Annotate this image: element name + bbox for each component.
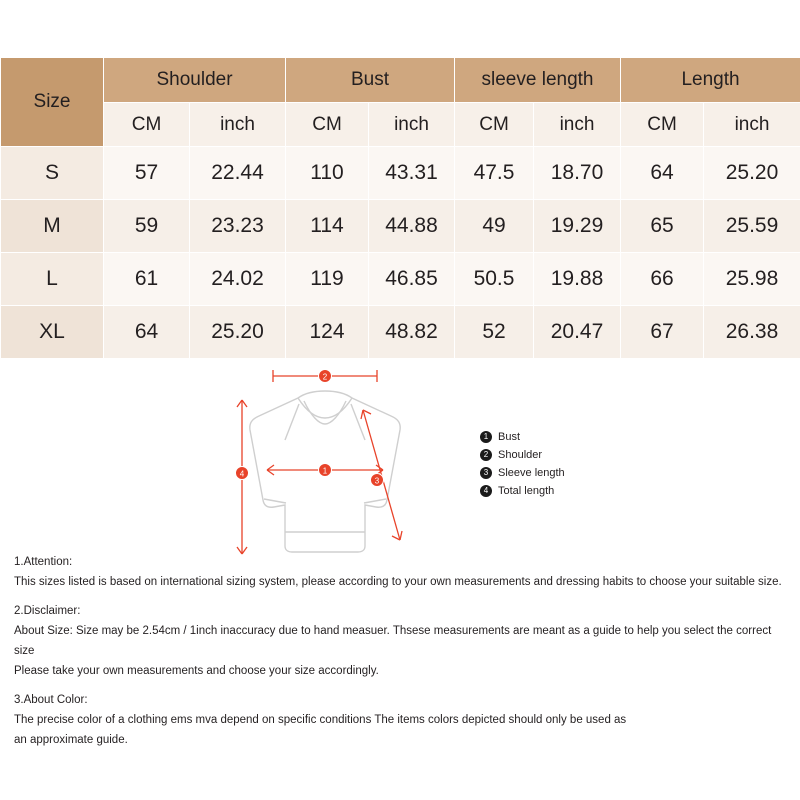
cell-length-cm: 67 <box>621 306 704 359</box>
legend-number-icon: 3 <box>480 467 492 479</box>
row-size-label: L <box>1 253 104 306</box>
legend-label-total-length: Total length <box>498 485 555 497</box>
marker-total-length-label: 4 <box>239 469 245 479</box>
header-unit-length-cm: CM <box>621 103 704 147</box>
cell-length-cm: 65 <box>621 200 704 253</box>
row-size-label: S <box>1 147 104 200</box>
marker-total-length <box>236 467 249 480</box>
cell-length-inch: 25.59 <box>704 200 800 253</box>
cell-bust-cm: 119 <box>286 253 369 306</box>
header-group-shoulder: Shoulder <box>104 58 286 103</box>
legend-item-sleeve-length <box>480 464 565 482</box>
header-unit-bust-cm: CM <box>286 103 369 147</box>
marker-sleeve-length <box>371 474 384 487</box>
header-size: Size <box>1 58 104 147</box>
note-color-text-1: The precise color of a clothing ems mva depend on specific conditions The items colors depicted should only be used as <box>14 714 627 726</box>
garment-measurement-diagram <box>195 360 455 570</box>
table-row <box>1 306 800 359</box>
cell-shoulder-inch: 25.20 <box>190 306 286 359</box>
note-disclaimer-text-2: Please take your own measurements and choose your size accordingly. <box>14 665 379 677</box>
sweater-illustration-svg <box>195 360 455 570</box>
note-color-text-2: an approximate guide. <box>14 734 128 746</box>
legend-item-total-length <box>480 482 565 500</box>
marker-shoulder <box>319 370 332 383</box>
legend-label-bust: Bust <box>498 431 521 443</box>
table-row <box>1 253 800 306</box>
header-unit-bust-inch: inch <box>369 103 455 147</box>
table-row <box>1 200 800 253</box>
cell-sleeve-inch: 19.88 <box>534 253 621 306</box>
cell-sleeve-cm: 47.5 <box>455 147 534 200</box>
header-unit-shoulder-inch: inch <box>190 103 286 147</box>
header-group-bust: Bust <box>286 58 455 103</box>
note-disclaimer-title: 2.Disclaimer: <box>14 605 81 617</box>
table-header-unit-row <box>1 103 800 147</box>
size-chart-table-container <box>0 57 800 359</box>
marker-bust <box>319 464 332 477</box>
cell-shoulder-inch: 23.23 <box>190 200 286 253</box>
marker-sleeve-length-label: 3 <box>374 476 380 486</box>
table-row <box>1 147 800 200</box>
note-attention-title: 1.Attention: <box>14 556 73 568</box>
cell-length-inch: 26.38 <box>704 306 800 359</box>
header-group-sleeve-length: sleeve length <box>455 58 621 103</box>
cell-shoulder-inch: 22.44 <box>190 147 286 200</box>
cell-shoulder-inch: 24.02 <box>190 253 286 306</box>
cell-bust-cm: 124 <box>286 306 369 359</box>
size-chart-table <box>0 57 800 359</box>
legend-label-shoulder: Shoulder <box>498 449 543 461</box>
measurement-guides <box>237 370 402 554</box>
cell-shoulder-cm: 59 <box>104 200 190 253</box>
cell-bust-inch: 43.31 <box>369 147 455 200</box>
cell-bust-cm: 114 <box>286 200 369 253</box>
notes-section <box>14 552 794 750</box>
cell-sleeve-cm: 49 <box>455 200 534 253</box>
marker-shoulder-label: 2 <box>322 372 328 382</box>
row-size-label: M <box>1 200 104 253</box>
legend-number-icon: 1 <box>480 431 492 443</box>
cell-sleeve-inch: 19.29 <box>534 200 621 253</box>
header-unit-length-inch: inch <box>704 103 800 147</box>
header-unit-sleeve-cm: CM <box>455 103 534 147</box>
legend-number-icon: 4 <box>480 485 492 497</box>
cell-sleeve-cm: 50.5 <box>455 253 534 306</box>
legend-item-bust <box>480 428 565 446</box>
table-header-group-row <box>1 58 800 103</box>
legend-label-sleeve-length: Sleeve length <box>498 467 565 479</box>
cell-shoulder-cm: 57 <box>104 147 190 200</box>
diagram-legend <box>480 428 565 500</box>
cell-length-inch: 25.20 <box>704 147 800 200</box>
note-attention-text: This sizes listed is based on international sizing system, please according to your own measurements and dressing habits to choose your suitable size. <box>14 576 782 588</box>
cell-sleeve-cm: 52 <box>455 306 534 359</box>
cell-sleeve-inch: 18.70 <box>534 147 621 200</box>
header-unit-shoulder-cm: CM <box>104 103 190 147</box>
cell-bust-cm: 110 <box>286 147 369 200</box>
cell-bust-inch: 44.88 <box>369 200 455 253</box>
cell-length-inch: 25.98 <box>704 253 800 306</box>
legend-number-icon: 2 <box>480 449 492 461</box>
cell-bust-inch: 48.82 <box>369 306 455 359</box>
cell-shoulder-cm: 64 <box>104 306 190 359</box>
cell-length-cm: 66 <box>621 253 704 306</box>
note-color-title: 3.About Color: <box>14 694 88 706</box>
header-unit-sleeve-inch: inch <box>534 103 621 147</box>
cell-length-cm: 64 <box>621 147 704 200</box>
cell-shoulder-cm: 61 <box>104 253 190 306</box>
legend-item-shoulder <box>480 446 565 464</box>
row-size-label: XL <box>1 306 104 359</box>
marker-bust-label: 1 <box>322 466 328 476</box>
cell-sleeve-inch: 20.47 <box>534 306 621 359</box>
header-group-length: Length <box>621 58 800 103</box>
note-disclaimer-text-1: About Size: Size may be 2.54cm / 1inch inaccuracy due to hand measuer. Thsese measurements are meant as a guide to help you select the correct size <box>14 625 772 657</box>
cell-bust-inch: 46.85 <box>369 253 455 306</box>
